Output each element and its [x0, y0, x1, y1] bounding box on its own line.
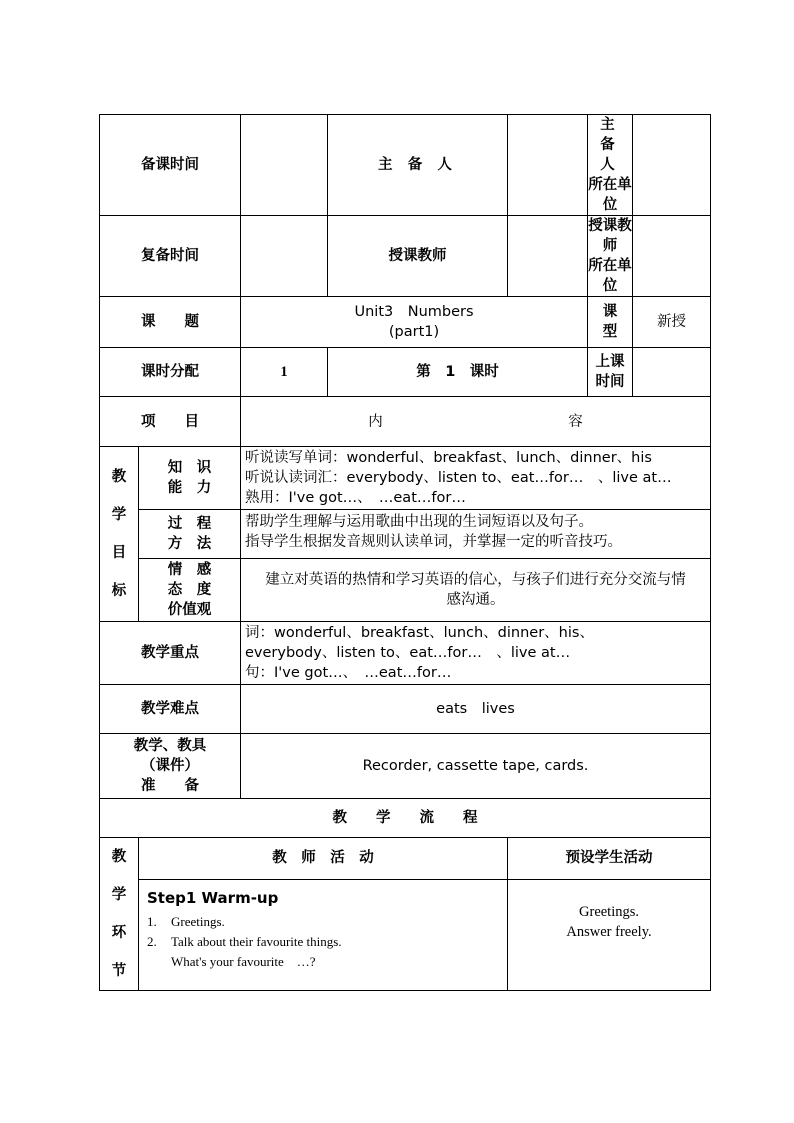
review-time-value [241, 216, 328, 297]
emotion-content [241, 559, 711, 622]
flow-side-char: 节 [111, 963, 127, 979]
emotion-label-line1: 情 感 [167, 562, 212, 578]
hours-value: 1 [241, 348, 328, 397]
process-row [100, 510, 711, 559]
emotion-label-line3: 价值观 [167, 602, 212, 618]
emotion-line: 感沟通。 [446, 592, 505, 608]
main-preparer-value [508, 115, 588, 216]
process-label-line1: 过 程 [167, 516, 212, 532]
main-preparer-label: 主 备 人 [328, 115, 508, 216]
type-value: 新授 [633, 297, 711, 348]
objectives-side-label [100, 447, 139, 622]
key-points-label: 教学重点 [100, 622, 241, 685]
knowledge-label-line2: 能 力 [167, 480, 212, 496]
flow-side-char: 学 [111, 887, 127, 903]
topic-value-line1: Unit3 Numbers [354, 304, 474, 320]
materials-row [100, 734, 711, 799]
key-points-line: 词：wonderful、breakfast、lunch、dinner、his、 [245, 625, 594, 641]
materials-label-line1: 教学、教具 [133, 738, 207, 754]
emotion-label [139, 559, 241, 622]
knowledge-row [100, 447, 711, 510]
knowledge-line: 听说认读词汇：everybody、listen to、eat…for… 、live at… [245, 470, 672, 486]
knowledge-label-line1: 知 识 [167, 460, 212, 476]
teacher-unit-value [633, 216, 711, 297]
period-label: 第 1 课时 [328, 348, 588, 397]
emotion-row [100, 559, 711, 622]
topic-row [100, 297, 711, 348]
materials-value: Recorder, cassette tape, cards. [241, 734, 711, 799]
type-label: 课 型 [588, 297, 633, 348]
process-line: 指导学生根据发音规则认读单词，并掌握一定的听音技巧。 [245, 534, 622, 550]
items-row [100, 397, 711, 447]
content-right-char: 容 [568, 413, 583, 430]
process-label-line2: 方 法 [167, 536, 212, 552]
items-content-header [241, 397, 711, 447]
step1-item-text: Talk about their favourite things. [171, 933, 342, 949]
teacher-unit-label-line1: 授课教师 [588, 218, 632, 254]
materials-label-line2: （课件） [141, 758, 199, 774]
class-time-value [633, 348, 711, 397]
objectives-char: 目 [111, 545, 127, 561]
topic-value-line2: (part1) [388, 324, 440, 340]
knowledge-label [139, 447, 241, 510]
main-preparer-unit-label-line2: 所在单位 [588, 177, 632, 213]
flow-title-row [100, 799, 711, 838]
student-activity-line: Answer freely. [566, 923, 652, 940]
step1-item-number: 2. [147, 933, 157, 949]
key-points-line: everybody、listen to、eat…for… 、live at… [245, 645, 571, 661]
review-row [100, 216, 711, 297]
class-time-label: 上课时间 [588, 348, 633, 397]
main-preparer-unit-value [633, 115, 711, 216]
key-points-line: 句：I've got…、 …eat…for… [245, 665, 452, 681]
main-preparer-unit-label-line1: 主 备 人 [600, 117, 620, 173]
step1-item-text: Greetings. [171, 913, 225, 929]
process-content [241, 510, 711, 559]
flow-side-label [100, 838, 139, 991]
step1-student-activity [508, 879, 711, 990]
step1-item [147, 952, 503, 972]
items-label: 项 目 [100, 397, 241, 447]
knowledge-content [241, 447, 711, 510]
prep-time-label: 备课时间 [100, 115, 241, 216]
emotion-label-line2: 态 度 [167, 582, 212, 598]
review-time-label: 复备时间 [100, 216, 241, 297]
teacher-label: 授课教师 [328, 216, 508, 297]
lesson-plan-table [99, 114, 711, 991]
difficulties-label: 教学难点 [100, 685, 241, 734]
process-line: 帮助学生理解与运用歌曲中出现的生词短语以及句子。 [245, 514, 593, 530]
objectives-char: 学 [111, 507, 127, 523]
prep-time-value [241, 115, 328, 216]
prep-row [100, 115, 711, 216]
key-points-content [241, 622, 711, 685]
student-activity-header: 预设学生活动 [508, 838, 711, 880]
topic-value [241, 297, 588, 348]
main-preparer-unit-label [588, 115, 633, 216]
objectives-char: 教 [111, 469, 127, 485]
teacher-value [508, 216, 588, 297]
step1-item [147, 932, 503, 952]
step1-row [100, 879, 711, 990]
hours-row [100, 348, 711, 397]
step1-item-text: What's your favourite …? [171, 953, 316, 969]
emotion-line: 建立对英语的热情和学习英语的信心，与孩子们进行充分交流与情 [265, 572, 686, 588]
key-points-row [100, 622, 711, 685]
teacher-unit-label-line2: 所在单位 [588, 258, 632, 294]
student-activity-line: Greetings. [579, 903, 640, 920]
difficulties-row [100, 685, 711, 734]
step1-item-number: 1. [147, 913, 157, 929]
content-left-char: 内 [368, 413, 383, 430]
step1-title: Step1 Warm-up [147, 888, 279, 907]
teacher-activity-header: 教 师 活 动 [139, 838, 508, 880]
process-label [139, 510, 241, 559]
topic-label: 课 题 [100, 297, 241, 348]
hours-label: 课时分配 [100, 348, 241, 397]
flow-side-char: 教 [111, 849, 127, 865]
flow-side-char: 环 [111, 925, 127, 941]
teacher-unit-label [588, 216, 633, 297]
flow-header-row [100, 838, 711, 880]
objectives-char: 标 [111, 583, 127, 599]
materials-label-line3: 准 备 [141, 778, 199, 794]
materials-label [100, 734, 241, 799]
difficulties-value: eats lives [241, 685, 711, 734]
flow-title: 教 学 流 程 [100, 799, 711, 838]
step1-teacher-activity [139, 879, 508, 990]
step1-item [147, 912, 503, 932]
knowledge-line: 熟用：I've got…、 …eat…for… [245, 490, 466, 506]
knowledge-line: 听说读写单词：wonderful、breakfast、lunch、dinner、his [245, 450, 652, 466]
